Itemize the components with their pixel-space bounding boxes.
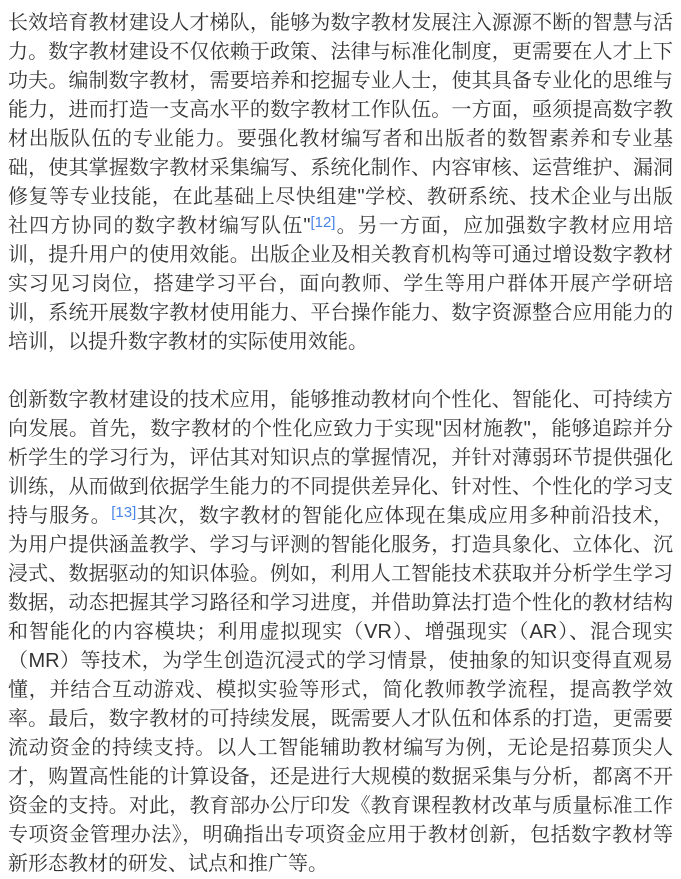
text-segment: 创新数字教材建设的技术应用，能够推动教材向个性化、智能化、可持续方向发展。首先，数字教材的个性化应致力于实现"因材施教"，能够追踪并分析学生的学习行为，评估其对知识点的掌握情况，并针对薄弱环节提供强化训练，从而做到依据学生能力的不同提供差异化、针对性、个性化的学习支持与服务。 [8,389,673,527]
text-segment: 其次，数字教材的智能化应体现在集成应用多种前沿技术，为用户提供涵盖教学、学习与评测的智能化服务，打造具象化、立体化、沉浸式、数据驱动的知识体验。例如，利用人工智能技术获取并分析学生学习数据，动态把握其学习路径和学习进度，并借助算法打造个性化的教材结构和智能化的内容模块；利用虚拟现实（VR）、增强现实（AR）、混合现实（MR）等技术，为学生创造沉浸式的学习情景，使抽象的知识变得直观易懂，并结合互动游戏、模拟实验等形式，简化教师教学流程，提高教学效率。最后，数字教材的可持续发展，既需要人才队伍和体系的打造，更需要流动资金的持续支持。以人工智能辅助教材编写为例，无论是招募顶尖人才，购置高性能的计算设备，还是进行大规模的数据采集与分析，都离不开资金的支持。对此，教育部办公厅印发《教育课程教材改革与质量标准工作专项资金管理办法》，明确指出专项资金应用于教材创新，包括数字教材等新形态教材的研发、试点和推广等。 [8,505,674,875]
citation-link-12[interactable]: [12] [310,214,336,231]
citation-link-13[interactable]: [13] [111,504,137,521]
text-segment: 长效培育教材建设人才梯队，能够为数字教材发展注入源源不断的智慧与活力。数字教材建设不仅依赖于政策、法律与标准化制度，更需要在人才上下功夫。编制数字教材，需要培养和挖掘专业人士，使其具备专业化的思维与能力，进而打造一支高水平的数字教材工作队伍。一方面，亟须提高数字教材出版队伍的专业能力。要强化教材编写者和出版者的数智素养和专业基础，使其掌握数字教材采集编写、系统化制作、内容审核、运营维护、漏洞修复等专业技能，在此基础上尽快组建"学校、教研系统、技术企业与出版社四方协同的数字教材编写队伍" [8,12,673,237]
paragraph-1 [8,9,673,357]
paragraph-2 [8,386,673,879]
text-segment: 。另一方面，应加强数字教材应用培训，提升用户的使用效能。出版企业及相关教育机构等可通过增设数字教材实习见习岗位，搭建学习平台，面向教师、学生等用户群体开展产学研培训，系统开展数字教材使用能力、平台操作能力、数字资源整合应用能力的培训，以提升数字教材的实际使用效能。 [8,215,673,353]
